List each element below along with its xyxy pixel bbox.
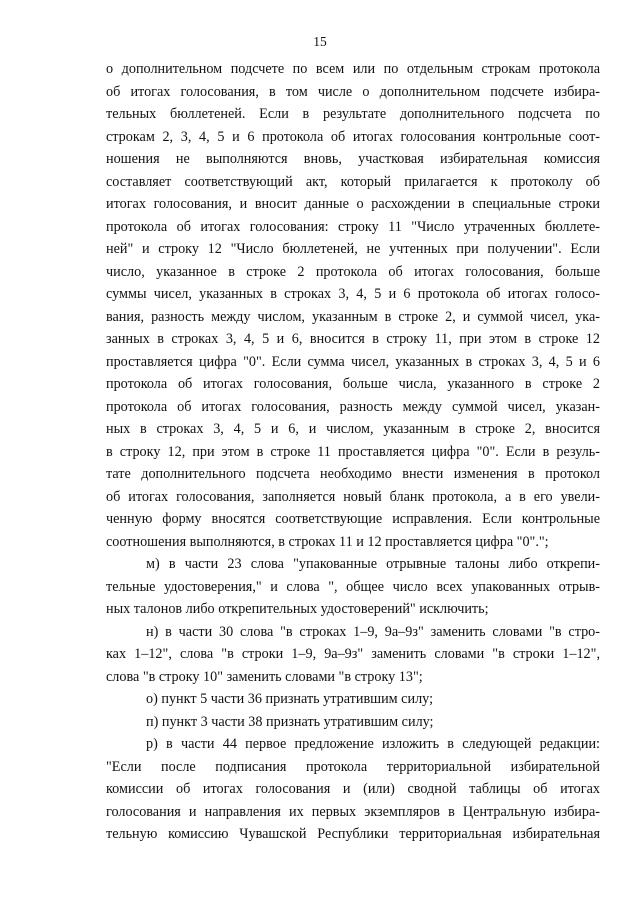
text-line: занных в строках 3, 4, 5 и 6, вносится в строку 11, при этом в строке 12 <box>106 331 600 347</box>
text-line: тельную комиссию Чувашской Республики территориальная избирательная <box>106 826 600 842</box>
text-line: протокола об итогах голосования, разность между суммой чисел, указан- <box>106 398 600 415</box>
page-number: 15 <box>313 34 327 49</box>
text-line: комиссии об итогах голосования и (или) сводной таблицы об итогах <box>106 781 600 797</box>
text-line: число, указанное в строке 2 протокола об итогах голосования, больше <box>106 263 600 280</box>
paragraph-p-line: п) пункт 3 части 38 признать утратившим силу; <box>146 713 434 730</box>
text-line: суммы чисел, указанных в строках 3, 4, 5 и 6 протокола об итогах голосо- <box>106 286 600 302</box>
paragraph-n-line: н) в части 30 слова "в строках 1–9, 9а–9з" заменить словами "в стро- <box>146 623 600 640</box>
paragraph-o-line: о) пункт 5 части 36 признать утратившим силу; <box>146 691 434 707</box>
text-line: ней" и строку 12 "Число бюллетеней, не учтенных при получении". Если <box>106 241 600 257</box>
text-line: соотношения выполняются, в строках 11 и 12 проставляется цифра "0"."; <box>106 533 549 550</box>
text-line: протокола об итогах голосования, больше числа, указанного в строке 2 <box>106 376 600 392</box>
text-line: протокола об итогах голосования: строку 11 "Число утраченных бюллете- <box>106 218 600 235</box>
text-line: строкам 2, 3, 4, 5 и 6 протокола об итогах голосования контрольные соот- <box>106 128 600 145</box>
text-line: тате дополнительного подсчета необходимо внести изменения в протокол <box>106 466 600 482</box>
text-line: об итогах голосования, заполняется новый бланк протокола, а в его увели- <box>106 488 600 505</box>
text-line: ношения не выполняются вновь, участковая избирательная комиссия <box>106 151 600 167</box>
text-line: ках 1–12", слова "в строки 1–9, 9а–9з" заменить словами "в строки 1–12", <box>106 646 600 662</box>
text-line: составляет соответствующий акт, который прилагается к протоколу об <box>106 173 600 190</box>
text-line: итогах голосования, и вносит данные о расхождении в специальные строки <box>106 196 600 212</box>
text-line: ных талонов либо открепительных удостоверений" исключить; <box>106 601 489 617</box>
text-line: проставляется цифра "0". Если сумма чисел, указанных в строках 3, 4, 5 и 6 <box>106 353 600 370</box>
text-line: тельных бюллетеней. Если в результате дополнительного подсчета по <box>106 106 600 122</box>
text-line: об итогах голосования, в том числе о дополнительном подсчете избира- <box>106 83 600 100</box>
text-line: голосования и направления их первых экземпляров в Центральную избира- <box>106 803 600 820</box>
text-line: о дополнительном подсчете по всем или по отдельным строкам протокола <box>106 61 600 77</box>
text-line: тельные удостоверения," и слова ", общее число всех упакованных отрыв- <box>106 578 600 595</box>
paragraph-r-line: р) в части 44 первое предложение изложить в следующей редакции: <box>146 736 600 752</box>
text-line: ченную форму вносятся соответствующие исправления. Если контрольные <box>106 511 600 527</box>
paragraph-m-line: м) в части 23 слова "упакованные отрывные талоны либо открепи- <box>146 556 600 572</box>
text-line: слова "в строку 10" заменить словами "в строку 13"; <box>106 668 423 685</box>
text-line: "Если после подписания протокола территориальной избирательной <box>106 758 600 775</box>
text-line: вания, разность между числом, указанным в строке 2, и суммой чисел, ука- <box>106 308 600 325</box>
text-line: ных в строках 3, 4, 5 и 6, и числом, указанным в строке 2, вносится <box>106 421 600 437</box>
text-line: в строку 12, при этом в строке 11 проставляется цифра "0". Если в резуль- <box>106 443 600 460</box>
document-body <box>106 58 600 846</box>
